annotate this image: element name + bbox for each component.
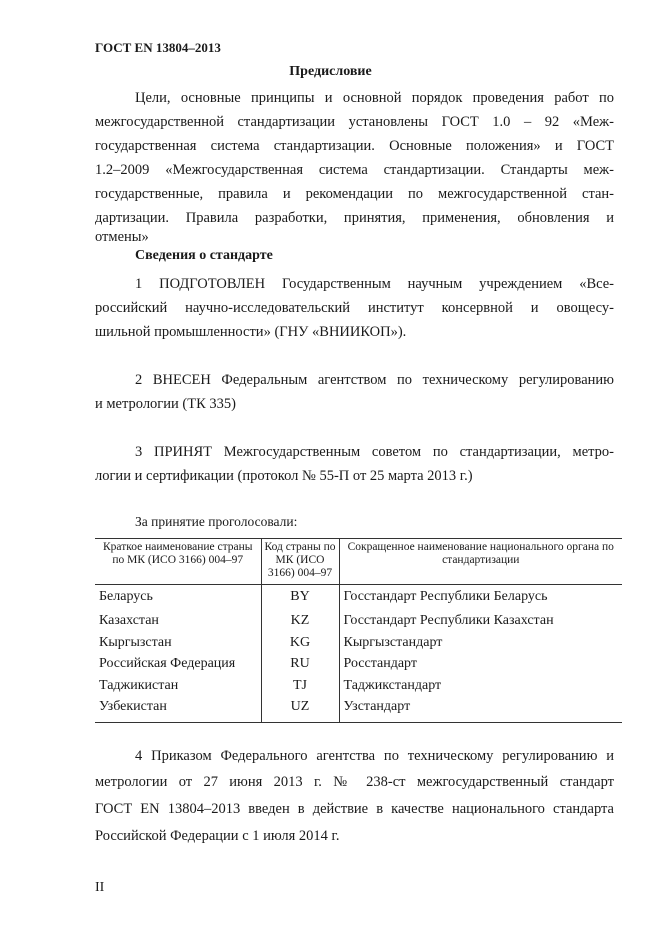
body-cell: Узстандарт [339,697,622,723]
foreword-line: государственная система стандартизации. Основные положения» и ГОСТ [95,138,614,154]
table-row [95,654,622,676]
item3-line: 3 ПРИНЯТ Межгосударственным советом по стандартизации, метро- [135,444,614,460]
code-cell: KG [261,632,339,654]
body-cell: Госстандарт Республики Казахстан [339,611,622,633]
table-header-row [95,539,622,585]
country-cell: Казахстан [99,613,159,629]
table-row [95,611,622,633]
body-cell: Госстандарт Республики Беларусь [339,585,622,611]
code-cell: TJ [261,675,339,697]
item4-line: метрологии от 27 июня 2013 г. № 238-ст межгосударственный стандарт [95,774,614,790]
country-cell: Кыргызстан [99,634,172,650]
body-cell: Росстандарт [339,654,622,676]
vote-label: За принятие проголосовали: [135,514,298,529]
code-cell: KZ [261,611,339,633]
header-country-code: Код страны по МК (ИСО 3166) 004–97 [261,539,339,585]
voting-countries-table [95,538,622,723]
table-row [95,675,622,697]
body-cell: Кыргызстандарт [339,632,622,654]
item4-line: Российской Федерации с 1 июля 2014 г. [95,828,340,844]
document-header-code: ГОСТ EN 13804–2013 [95,40,221,55]
foreword-line: 1.2–2009 «Межгосударственная система стандартизации. Стандарты меж- [95,162,614,178]
foreword-line: государственные, правила и рекомендации по межгосударственной стан- [95,186,614,202]
body-cell: Таджикстандарт [339,675,622,697]
foreword-title: Предисловие [289,64,372,79]
country-cell: Узбекистан [95,697,261,723]
foreword-line: Цели, основные принципы и основной порядок проведения работ по [135,90,614,106]
page-number: II [95,880,105,895]
foreword-line: межгосударственной стандартизации установлены ГОСТ 1.0 – 92 «Меж- [95,114,614,130]
item1-line: шильной промышленности» (ГНУ «ВНИИКОП»). [95,324,407,340]
code-cell: UZ [261,697,339,723]
country-cell: Таджикистан [99,677,179,693]
code-cell: RU [261,654,339,676]
table-row [95,632,622,654]
header-national-body: Сокращенное наименование национального органа по стандартизации [339,539,622,585]
code-cell: BY [261,585,339,611]
country-cell: Российская Федерация [99,656,236,672]
foreword-line: отмены» [95,229,149,245]
item2-line: 2 ВНЕСЕН Федеральным агентством по техническому регулированию [135,372,614,388]
item4-line: 4 Приказом Федерального агентства по техническому регулированию и [135,748,614,764]
country-cell: Беларусь [99,589,153,604]
item1-line: 1 ПОДГОТОВЛЕН Государственным научным учреждением «Все- [135,276,614,292]
table-row [95,697,622,723]
item4-line: ГОСТ EN 13804–2013 введен в действие в качестве национального стандарта [95,801,614,817]
standard-info-title: Сведения о стандарте [135,248,273,263]
item2-line: и метрологии (ТК 335) [95,396,236,412]
table-row [95,585,622,611]
item1-line: российский научно-исследовательский институт консервной и овощесу- [95,300,614,316]
foreword-line: дартизации. Правила разработки, принятия, применения, обновления и [95,210,614,226]
header-country-name: Краткое наименование страны по МК (ИСО 3166) 004–97 [95,539,261,585]
item3-line: логии и сертификации (протокол № 55-П от 25 марта 2013 г.) [95,468,473,484]
